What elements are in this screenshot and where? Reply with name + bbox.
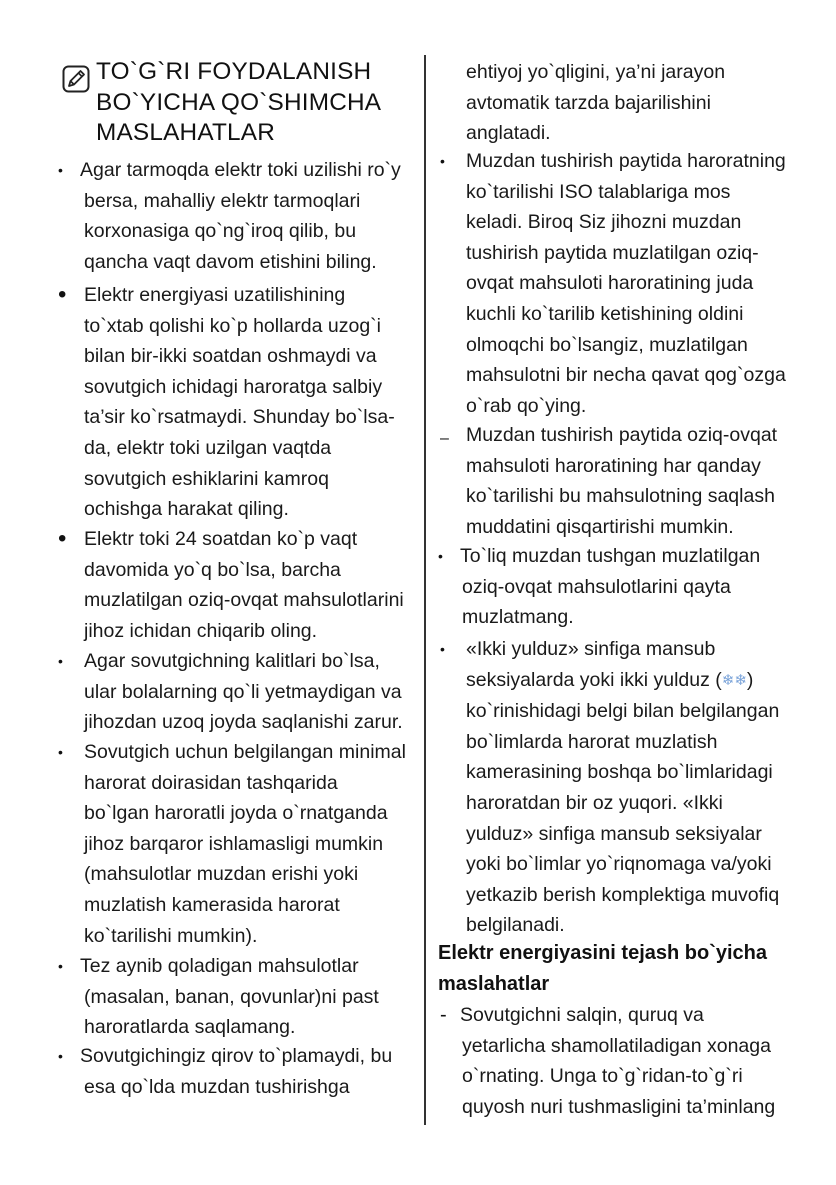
- text-line: muddatini qisqartirishi mumkin.: [466, 515, 734, 538]
- text-line: Agar sovutgichning kalitlari bo`lsa,: [84, 650, 380, 672]
- energy-saving-heading: [438, 938, 767, 1000]
- text-line: Sovutgichni salqin, quruq va: [460, 1004, 704, 1026]
- text-line: Tez aynib qoladigan mahsulotlar: [80, 955, 359, 977]
- text-line: ochishga harakat qiling.: [84, 498, 289, 521]
- text-line: jihozdan uzoq joyda saqlanishi zarur.: [84, 711, 403, 734]
- text-line: o`rab qo`ying.: [466, 394, 587, 417]
- text-line: Muzdan tushirish paytida oziq-ovqat: [466, 424, 778, 446]
- text-line: korxonasiga qo`ng`iroq qilib, bu: [84, 220, 357, 243]
- text-line: Elektr toki 24 soatdan ko`p vaqt: [84, 528, 358, 550]
- text-line: sovutgich eshiklarini kamroq: [84, 467, 329, 490]
- bullet: –: [440, 430, 449, 447]
- text-line: To`liq muzdan tushgan muzlatilgan: [460, 545, 761, 567]
- text-line: bersa, mahalliy elektr tarmoqlari: [84, 189, 361, 212]
- text-line: Sovutgich uchun belgilangan minimal: [84, 741, 406, 763]
- text-line: «Ikki yulduz» sinfiga mansub: [466, 638, 716, 660]
- text-line: (mahsulotlar muzdan erishi yoki: [84, 863, 359, 886]
- continuation-text: [466, 57, 725, 149]
- text-line: esa qo`lda muzdan tushirishga: [84, 1075, 350, 1098]
- bullet: •: [58, 281, 67, 308]
- list-item-text: [460, 1000, 775, 1122]
- heading-line: TO`G`RI FOYDALANISH: [96, 58, 372, 85]
- text-line: muzlatmang.: [462, 606, 574, 629]
- text-line: yoki bo`limlar yo`riqnomaga va/yoki: [466, 853, 772, 876]
- list-item-text: [80, 155, 401, 277]
- text-line: yetkazib berish komplektiga muvofiq: [466, 883, 780, 906]
- text-line: ko`rinishidagi belgi bilan belgilangan: [466, 700, 780, 723]
- text-line: mahsuloti haroratining har qanday: [466, 454, 761, 477]
- text-line: ta’sir ko`rsatmaydi. Shunday bo`lsa-: [84, 406, 395, 429]
- text-line: harorat doirasidan tashqarida: [84, 771, 338, 794]
- note-pencil-icon: [62, 65, 90, 93]
- bullet: •: [58, 958, 63, 974]
- text-line: da, elektr toki uzilgan vaqtda: [84, 436, 332, 459]
- text-line: Elektr energiyasi uzatilishining: [84, 284, 346, 306]
- list-item-text: [460, 541, 760, 633]
- text-line: muzlatilgan oziq-ovqat mahsulotlarini: [84, 589, 404, 612]
- list-item-text: [466, 146, 786, 421]
- text-line: Sovutgichingiz qirov to`plamaydi, bu: [80, 1045, 393, 1067]
- text-line: yulduz» sinfiga mansub seksiyalar: [466, 822, 762, 845]
- text-line: oziq-ovqat mahsulotlarini qayta: [462, 575, 731, 598]
- bullet: •: [58, 1048, 63, 1064]
- text-line: ular bolalarning qo`li yetmaydigan va: [84, 680, 402, 703]
- text-line: haroratlarda saqlamang.: [84, 1016, 296, 1039]
- text-line: jihoz ichidan chiqarib oling.: [84, 619, 318, 642]
- section-heading-text: [96, 57, 416, 149]
- bullet: •: [58, 744, 63, 760]
- text-fragment: seksiyalarda yoki ikki yulduz (: [466, 668, 722, 691]
- heading-line: maslahatlar: [438, 973, 550, 995]
- list-item-text: [466, 420, 777, 542]
- list-item-text: [84, 280, 395, 525]
- heading-line: BO`YICHA QO`SHIMCHA: [96, 88, 382, 116]
- text-line: sovutgich ichidagi haroratga salbiy: [84, 375, 383, 398]
- list-item-text: [84, 524, 404, 646]
- bullet: •: [440, 153, 445, 169]
- text-line: Agar tarmoqda elektr toki uzilishi ro`y: [80, 159, 401, 181]
- text-line: jihoz barqaror ishlamasligi mumkin: [84, 832, 384, 855]
- text-line: quyosh nuri tushmasligini ta’minlang: [462, 1095, 776, 1118]
- heading-line: MASLAHATLAR: [96, 119, 276, 146]
- text-line: bo`lgan haroratli joyda o`rnatganda: [84, 802, 388, 825]
- text-line: ko`tarilishi ISO talablariga mos: [466, 180, 731, 203]
- list-item-text: [80, 951, 379, 1043]
- text-line: Muzdan tushirish paytida haroratning: [466, 150, 786, 172]
- text-line: yetarlicha shamollatiladigan xonaga: [462, 1034, 771, 1057]
- bullet: -: [440, 1004, 447, 1026]
- text-line: qancha vaqt davom etishini biling.: [84, 250, 377, 273]
- text-line: ko`tarilishi mumkin).: [84, 924, 258, 947]
- text-line: o`rnating. Unga to`g`ridan-to`g`ri: [462, 1065, 743, 1088]
- text-line: bo`limlarda harorat muzlatish: [466, 730, 718, 753]
- text-line: kuchli ko`tarilib ketishining oldini: [466, 302, 744, 325]
- text-line: keladi. Biroq Siz jihozni muzdan: [466, 211, 742, 234]
- text-line: to`xtab qolishi ko`p hollarda uzog`i: [84, 314, 381, 337]
- text-line: davomida yo`q bo`lsa, barcha: [84, 558, 341, 581]
- text-line: tushirish paytida muzlatilgan oziq-: [466, 241, 759, 264]
- text-line: (masalan, banan, qovunlar)ni past: [84, 985, 379, 1008]
- text-line: olmoqchi bo`lsangiz, muzlatilgan: [466, 333, 748, 356]
- column-divider: [424, 55, 426, 1125]
- heading-line: Elektr energiyasini tejash bo`yicha: [438, 942, 768, 964]
- list-item-text: [84, 737, 406, 951]
- text-line: ko`tarilishi bu mahsulotning saqlash: [466, 485, 775, 508]
- text-line: anglatadi.: [466, 122, 551, 145]
- bullet: •: [58, 525, 67, 552]
- text-line: muzlatish kamerasida harorat: [84, 893, 340, 916]
- snowflake-stars-icon: ❄❄: [721, 671, 747, 689]
- text-line: [466, 665, 779, 697]
- text-line: avtomatik tarzda bajarilishini: [466, 91, 711, 114]
- text-line: kamerasining boshqa bo`limlaridagi: [466, 761, 773, 784]
- text-line: belgilanadi.: [466, 914, 565, 937]
- text-fragment: ): [746, 668, 754, 691]
- list-item-text: [84, 646, 403, 738]
- bullet: •: [58, 653, 63, 669]
- text-line: bilan bir-ikki soatdan oshmaydi va: [84, 345, 377, 368]
- list-item-text: [466, 634, 779, 941]
- text-line: mahsulotni bir necha qavat qog`ozga: [466, 364, 786, 387]
- text-line: ehtiyoj yo`qligini, ya’ni jarayon: [466, 61, 726, 83]
- bullet: •: [440, 641, 445, 657]
- bullet: •: [58, 162, 63, 178]
- text-line: haroratdan bir oz yuqori. «Ikki: [466, 791, 723, 814]
- list-item-text: [80, 1041, 392, 1102]
- text-line: ovqat mahsuloti haroratining juda: [466, 272, 754, 295]
- bullet: •: [438, 548, 443, 564]
